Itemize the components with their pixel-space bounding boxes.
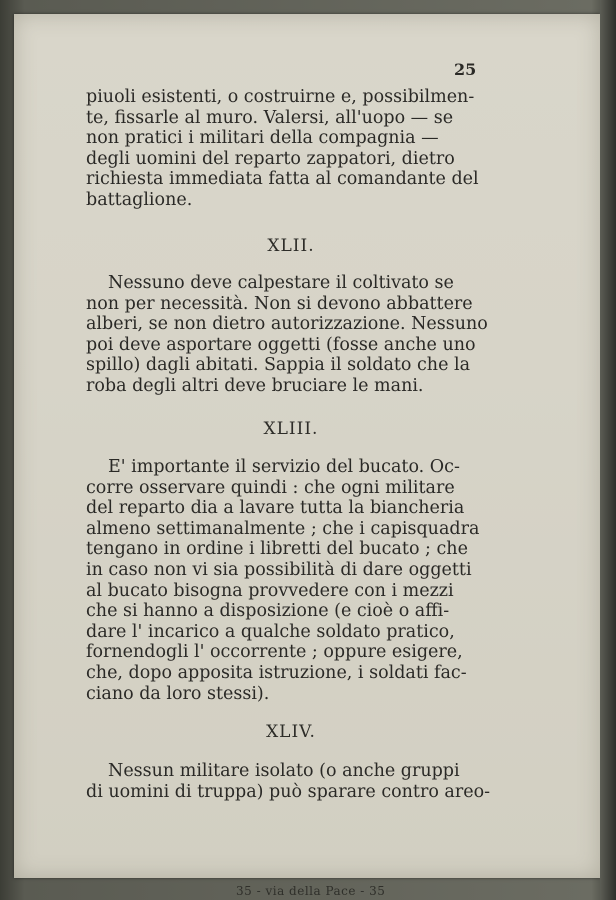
text-line: che, dopo apposita istruzione, i soldati fac- (86, 662, 467, 683)
text-line: poi deve asportare oggetti (fosse anche uno (86, 334, 476, 355)
section-heading-xliv: XLIV. (266, 722, 316, 742)
intro-paragraph (86, 87, 496, 211)
footer-stamp: 35 - via della Pace - 35 (236, 884, 386, 898)
page-number: 25 (454, 60, 477, 79)
text-line: che si hanno a disposizione (e cioè o affi- (86, 601, 450, 622)
page-edge-shadow (600, 0, 616, 900)
text-line: almeno settimanalmente ; che i capisquadra (86, 518, 480, 539)
text-line: di uomini di truppa) può sparare contro areo- (86, 781, 491, 802)
text-line: roba degli altri deve bruciare le mani. (86, 375, 424, 396)
section-heading-xliii: XLIII. (263, 419, 319, 439)
text-line: fornendogli l' occorrente ; oppure esigere, (86, 642, 463, 663)
section-xliii-paragraph (86, 457, 496, 704)
section-xliv-paragraph (86, 761, 496, 802)
book-page (14, 14, 600, 878)
text-line: del reparto dia a lavare tutta la biancheria (86, 498, 465, 519)
text-line: alberi, se non dietro autorizzazione. Nessuno (86, 314, 488, 335)
text-line: ciano da loro stessi). (86, 683, 270, 704)
text-line: dare l' incarico a qualche soldato pratico, (86, 621, 455, 642)
text-line: in caso non vi sia possibilità di dare oggetti (86, 559, 472, 580)
text-line: corre osservare quindi : che ogni militare (86, 477, 455, 498)
text-line: te, fissarle al muro. Valersi, all'uopo — se (86, 107, 454, 128)
text-line: piuoli esistenti, o costruirne e, possibilmen- (86, 87, 475, 107)
text-line: non pratici i militari della compagnia — (86, 128, 439, 149)
text-line: battaglione. (86, 189, 193, 210)
text-line: al bucato bisogna provvedere con i mezzi (86, 580, 454, 601)
text-line: richiesta immediata fatta al comandante del (86, 169, 479, 190)
text-line: spillo) dagli abitati. Sappia il soldato che la (86, 355, 471, 376)
text-line: degli uomini del reparto zappatori, dietro (86, 148, 455, 169)
section-heading-xlii: XLII. (267, 236, 315, 256)
text-line: Nessun militare isolato (o anche gruppi (108, 761, 460, 781)
text-line: E' importante il servizio del bucato. Oc- (108, 457, 460, 477)
section-xlii-paragraph (86, 273, 496, 397)
text-line: non per necessità. Non si devono abbattere (86, 293, 473, 314)
text-line: tengano in ordine i libretti del bucato ; che (86, 539, 468, 560)
text-line: Nessuno deve calpestare il coltivato se (108, 273, 454, 293)
